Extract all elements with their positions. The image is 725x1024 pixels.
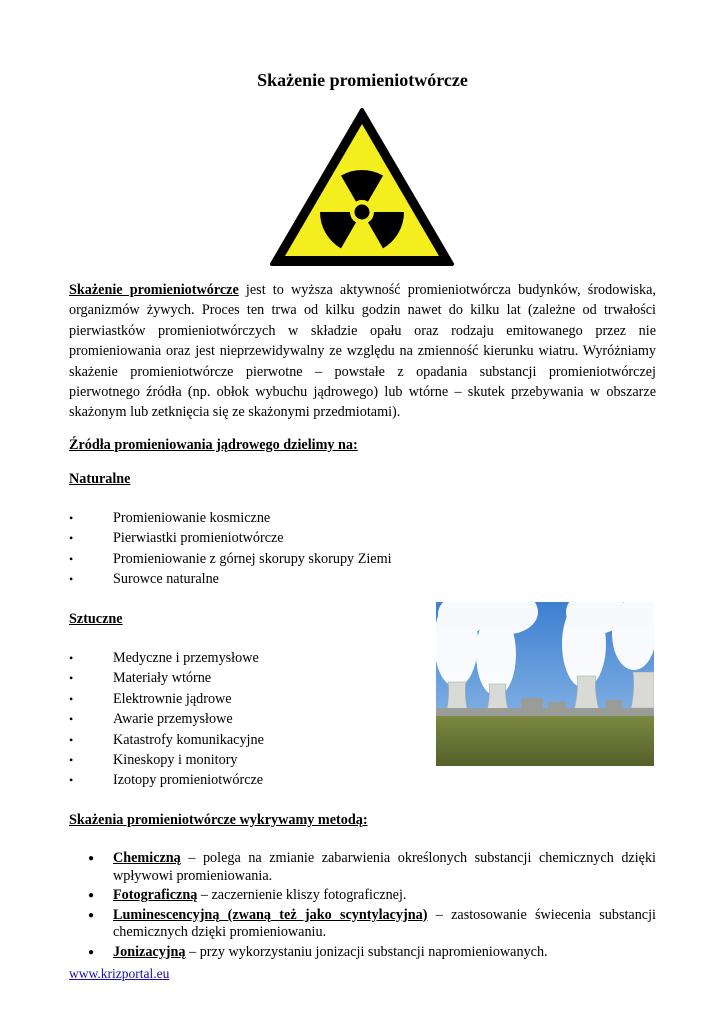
list-item: • Izotopy promieniotwórcze <box>69 770 264 790</box>
power-plant-photo <box>436 602 654 766</box>
list-item: • Awarie przemysłowe <box>69 709 264 729</box>
list-item <box>88 850 656 885</box>
list-item <box>88 907 656 942</box>
method-text: – przy wykorzystaniu jonizacji substancji napromieniowanych. <box>185 943 548 960</box>
intro-term: Skażenie promieniotwórcze <box>69 282 239 298</box>
list-item: • Materiały wtórne <box>69 668 264 688</box>
list-item: • Elektrownie jądrowe <box>69 689 264 709</box>
artificial-heading: Sztuczne <box>69 611 123 627</box>
intro-paragraph <box>69 280 656 423</box>
artificial-list <box>69 648 264 791</box>
natural-list <box>69 508 392 590</box>
list-item: • Kineskopy i monitory <box>69 750 264 770</box>
list-item: • Surowce naturalne <box>69 569 392 589</box>
method-term: Jonizacyjną <box>113 943 186 960</box>
page-title: Skażenie promieniotwórcze <box>257 70 468 90</box>
list-item <box>88 887 656 905</box>
method-term: Chemiczną <box>113 850 181 866</box>
sources-heading: Źródła promieniowania jądrowego dzielimy na: <box>69 437 358 453</box>
method-term: Luminescencyjną (zwaną też jako scyntylacyjna) <box>113 906 428 923</box>
list-item: • Promieniowanie kosmiczne <box>69 508 392 528</box>
method-text: – zastosowanie świecenia substancji chemicznych dzięki promieniowaniu. <box>113 906 656 941</box>
list-item <box>88 944 656 962</box>
detection-methods-list <box>88 850 656 964</box>
natural-heading: Naturalne <box>69 471 131 487</box>
radiation-hazard-icon <box>268 106 456 268</box>
list-item: • Katastrofy komunikacyjne <box>69 730 264 750</box>
footer-link[interactable]: www.krizportal.eu <box>69 966 170 981</box>
intro-text: jest to wyższa aktywność promieniotwórcza budynków, środowiska, organizmów żywych. Proces ten trwa od kilku godzin nawet do kilku lat (zależne od trwałości pierwiastków promieniotwórczych w składzie opału oraz rodzaju emitowanego przez nie promieniowania oraz jest nieprzewidywalny ze względu na zmienność kierunku wiatru. Wyróżniamy skażenie promieniotwórcze pierwotne – powstałe z opadania substancji promieniotwórczej pierwotnego źródła (np. obłok wybuchu jądrowego) lub wtórne – skutek przebywania w obszarze skażonym lub zetknięcia się ze skażonymi przedmiotami). <box>69 282 656 421</box>
method-text: – zaczernienie kliszy fotograficznej. <box>197 887 407 904</box>
list-item: • Medyczne i przemysłowe <box>69 648 264 668</box>
method-text: – polega na zmianie zabarwienia określonych substancji chemicznych dzięki wpływowi promieniowania. <box>113 850 656 884</box>
method-term: Fotograficzną <box>113 887 198 904</box>
list-item: • Promieniowanie z górnej skorupy skorupy Ziemi <box>69 549 392 569</box>
list-item: • Pierwiastki promieniotwórcze <box>69 528 392 548</box>
detection-heading: Skażenia promieniotwórcze wykrywamy metodą: <box>69 812 368 828</box>
